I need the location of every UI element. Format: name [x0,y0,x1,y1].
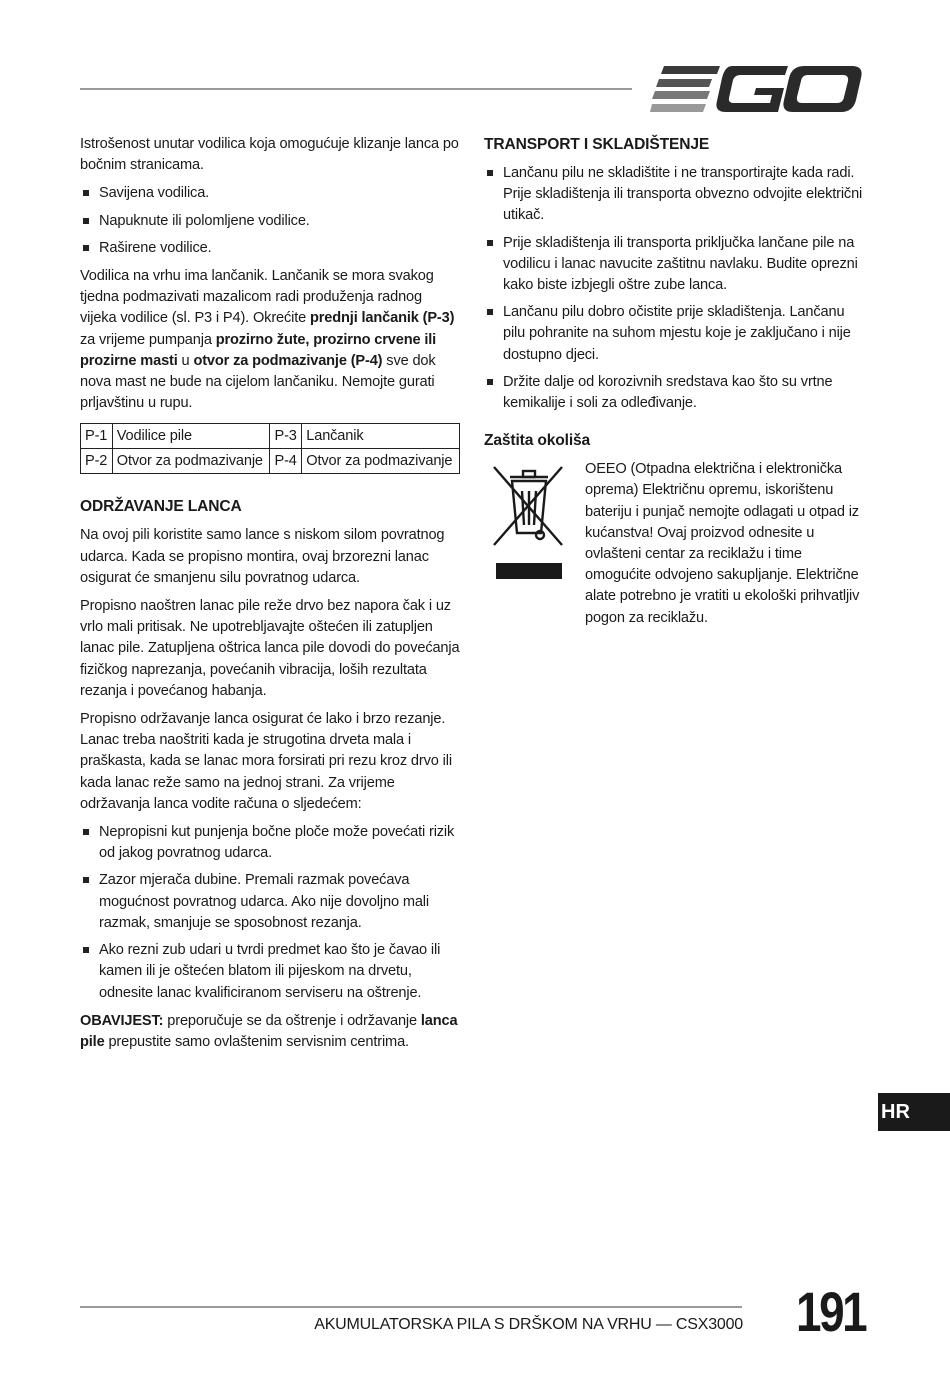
table-cell: Otvor za podmazivanje [302,449,460,474]
table-cell: P-4 [270,449,302,474]
left-column [80,134,462,1060]
header-rule [80,88,632,90]
list-item: Prije skladištenja ili transporta priključka lančane pile na vodilicu i lanac navucite zaštitnu navlaku. Budite oprezni kako biste izbjegli oštre zube lanca. [484,233,866,297]
sprocket-paragraph [80,266,462,414]
table-row [81,449,460,474]
table-cell: Otvor za podmazivanje [112,449,270,474]
environment-block [484,459,866,639]
list-item: Držite dalje od korozivnih sredstava kao što su vrtne kemikalije i soli za odleđivanje. [484,372,866,414]
weee-paragraph: OEEO (Otpadna električna i elektronička oprema) Električnu opremu, iskorištenu bateriju i punjač nemojte odlagati u otpad iz kućanstva! Ovaj proizvod odnesite u ovlašteni centar za reciklažu i time omogućite odvojeno sakupljanje. Električne alate potrebno je vratiti u ekološki prihvatljiv pogon za reciklažu. [585,461,860,626]
notice-paragraph [80,1011,462,1053]
table-cell: P-2 [81,449,113,474]
language-tab: HR [878,1093,950,1131]
chain-paragraph: Propisno naoštren lanac pile reže drvo bez napora čak i uz vrlo mali pritisak. Ne upotrebljavajte oštećen ili zatupljen lanac pile. Zatupljena oštrica lanca pile dovodi do povećanja fizičkog naprezanja, povećanih vibracija, loših rezultata rezanja i povećanog habanja. [80,598,460,699]
intro-paragraph: Istrošenost unutar vodilica koja omogućuje klizanje lanca po bočnim stranicama. [80,136,459,174]
table-cell: P-1 [81,424,113,449]
transport-heading: TRANSPORT I SKLADIŠTENJE [484,136,710,153]
list-item: Ako rezni zub udari u tvrdi predmet kao što je čavao ili kamen ili je oštećen blatom ili pijeskom na drvetu, odnesite lanac kvalificiranom serviseru na oštrenje. [80,940,462,1004]
intro-bullet-list [80,183,462,259]
text-run: za vrijeme pumpanja [80,331,216,348]
chain-paragraph: Propisno održavanje lanca osigurat će lako i brzo rezanje. Lanac treba naoštriti kada je strugotina drveta mala i praškasta, kada se lanac mora forsirati pri rezu kroz drvo ili kada lanac reže samo na jednoj strani. Za vrijeme održavanja lanca vodite računa o sljedećem: [80,711,452,812]
footer-title: AKUMULATORSKA PILA S DRŠKOM NA VRHU — CSX3000 [314,1316,743,1333]
bold-run: prednji lančanik (P-3) [310,310,455,327]
bold-run: otvor za podmazivanje (P-4) [193,352,383,369]
page-number: 191 [796,1280,866,1343]
footer-rule [80,1306,742,1308]
right-column [484,134,866,639]
text-run: u [177,352,194,369]
table-cell: Lančanik [302,424,460,449]
text-run: preporučuje se da oštrenje i održavanje [163,1012,421,1029]
list-item: Lančanu pilu ne skladištite i ne transportirajte kada radi. Prije skladištenja ili transporta obvezno odvojite električni utikač. [484,163,866,227]
table-row [81,424,460,449]
bold-run: lanca pile [80,1012,458,1050]
list-item: Lančanu pilu dobro očistite prije skladištenja. Lančanu pilu pohranite na suhom mjestu koje je zaključano i nije dostupno djeci. [484,302,866,366]
chain-paragraph: Na ovoj pili koristite samo lance s niskom silom povratnog udarca. Kada se propisno montira, ovaj brzorezni lanac osigurat će smanjenu silu povratnog udarca. [80,527,445,586]
environment-heading: Zaštita okoliša [484,432,591,450]
text-run: sve dok nova mast ne bude na cijelom lančaniku. Nemojte gurati prljavštinu u rupu. [80,352,436,412]
text-run: Vodilica na vrhu ima lančanik. Lančanik se mora svakog tjedna podmazivati mazalicom radi produženja radnog vijeka vodilice (sl. P3 i P4). Okrećite [80,268,434,327]
crossed-bin-icon [490,463,566,579]
notice-label: OBAVIJEST: [80,1012,164,1029]
list-item: Savijena vodilica. [80,183,462,204]
list-item: Nepropisni kut punjenja bočne ploče može povećati rizik od jakog povratnog udarca. [80,822,462,864]
bold-run: prozirno žute, prozirno crvene ili prozirne masti [80,331,437,369]
table-cell: P-3 [270,424,302,449]
transport-bullet-list [484,163,866,414]
chain-bullet-list [80,822,462,1004]
table-cell: Vodilice pile [112,424,270,449]
list-item: Zazor mjerača dubine. Premali razmak povećava mogućnost povratnog udarca. Ako nije dovoljno mali razmak, smanjuje se sposobnost rezanja. [80,870,462,934]
parts-legend-table [80,423,460,474]
ego-logo [650,66,862,112]
chain-maintenance-heading: ODRŽAVANJE LANCA [80,498,242,516]
text-run: prepustite samo ovlaštenim servisnim centrima. [104,1033,409,1050]
list-item: Napuknute ili polomljene vodilice. [80,211,462,232]
list-item: Raširene vodilice. [80,238,462,259]
